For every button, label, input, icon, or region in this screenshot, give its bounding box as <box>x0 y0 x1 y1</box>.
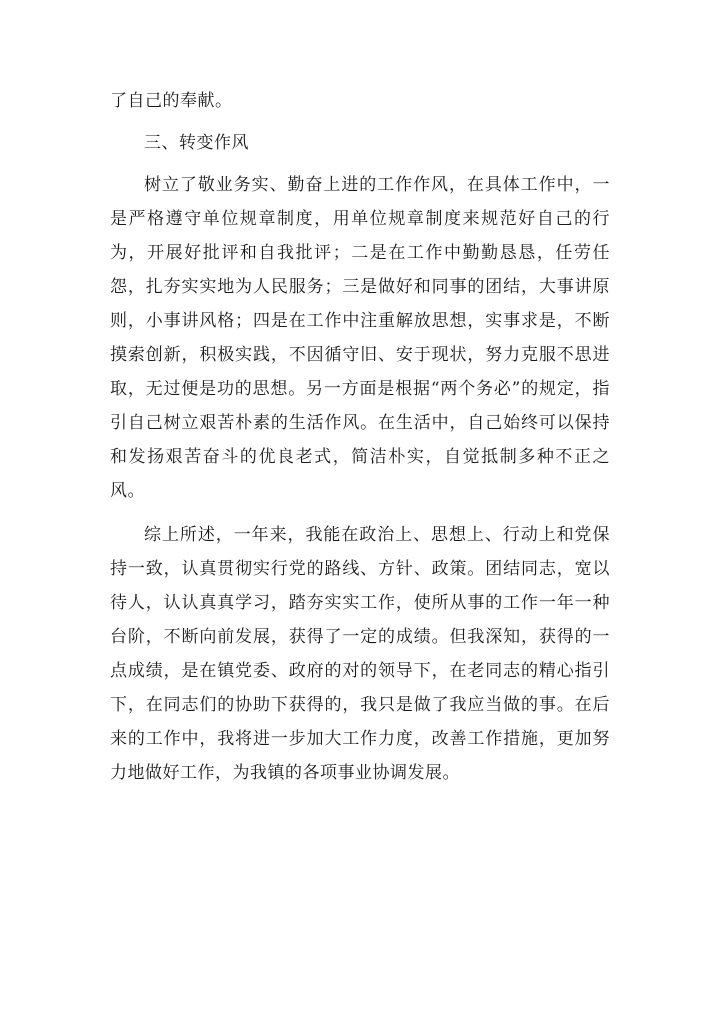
section-heading: 三、转变作风 <box>144 133 249 153</box>
continuation-line: 了自己的奉献。 <box>110 91 233 111</box>
document-body <box>110 84 610 790</box>
paragraph-summary: 综上所述，一年来，我能在政治上、思想上、行动上和党保持一致，认真贯彻实行党的路线、方针、政策。团结同志，宽以待人，认认真真学习，踏夯实实工作，使所从事的工作一年一种台阶，不断向前发展，获得了一定的成绩。但我深知，获得的一点成绩，是在镇党委、政府的对的领导下，在老同志的精心指引下，在同志们的协助下获得的，我只是做了我应当做的事。在后来的工作中，我将进一步加大工作力度，改善工作措施，更加努力地做好工作，为我镇的各项事业协调发展。 <box>110 525 610 783</box>
paragraph-work-style: 树立了敬业务实、勤奋上进的工作作风，在具体工作中，一是严格遵守单位规章制度，用单位规章制度来规范好自己的行为，开展好批评和自我批评；二是在工作中勤勤恳恳，任劳任怨，扎夯实实地为人民服务；三是做好和同事的团结，大事讲原则，小事讲风格；四是在工作中注重解放思想，实事求是，不断摸索创新，积极实践，不因循守旧、安于现状，努力克服不思进取，无过便是功的思想。另一方面是根据“两个务必”的规定，指引自己树立艰苦朴素的生活作风。在生活中，自己始终可以保持和发扬艰苦奋斗的优良老式，简洁朴实，自觉抵制多种不正之风。 <box>110 175 610 501</box>
